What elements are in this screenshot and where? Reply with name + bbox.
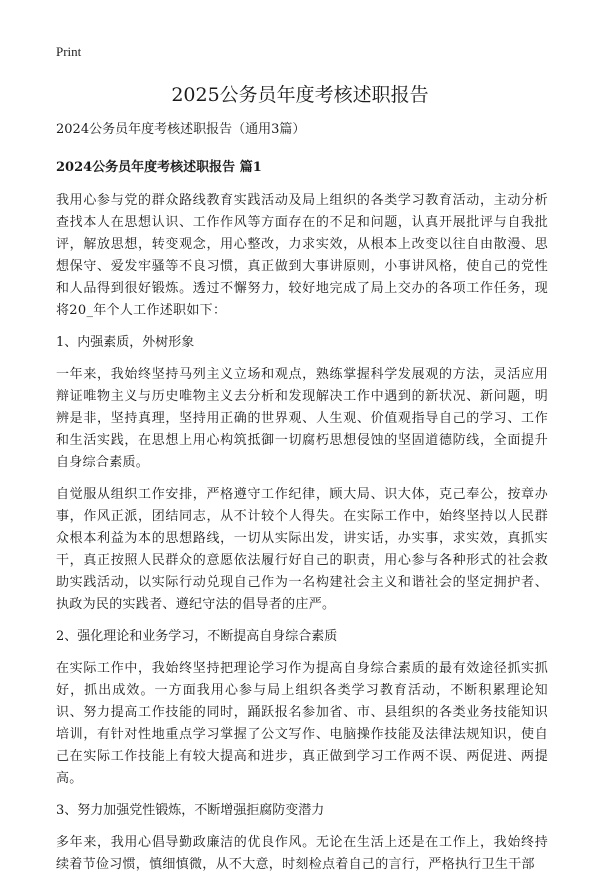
section-1-heading: 1、内强素质，外树形象 — [56, 335, 195, 350]
document-body — [56, 120, 548, 886]
section-1-paragraph-1: 一年来，我始终坚持马列主义立场和观点，熟练掌握科学发展观的方法，灵活应用辩证唯物主义与历史唯物主义去分析和发现解决工作中遇到的新状况、新问题，明辨是非，坚持真理，坚持用正确的世界观、人生观、价值观指导自己的学习、工作和生活实践，在思想上用心构筑抵御一切腐朽思想侵蚀的坚固道德防线，全面提升自身综合素质。 — [56, 367, 548, 470]
section-2-heading: 2、强化理论和业务学习，不断提高自身综合素质 — [56, 629, 338, 644]
page-title: 2025公务员年度考核述职报告 — [171, 84, 429, 106]
section-2-paragraph-1: 在实际工作中，我始终坚持把理论学习作为提高自身综合素质的最有效途径抓实抓好，抓出成效。一方面我用心参与局上组织各类学习教育活动，不断积累理论知识、努力提高工作技能的同时，踊跃报名参加省、市、县组织的各类业务技能知识培训，有针对性地重点学习掌握了公文写作、电脑操作技能及法律法规知识，使自己在实际工作技能上有较大提高和进步，真正做到学习工作两不误、两促进、两提高。 — [56, 661, 548, 786]
print-link[interactable]: Print — [56, 44, 82, 59]
section-heading: 2024公务员年度考核述职报告 篇1 — [56, 160, 262, 175]
section-3-paragraph-1: 多年来，我用心倡导勤政廉洁的优良作风。无论在生活上还是在工作上，我始终持续着节俭习惯，慎细慎微，从不大意，时刻检点着自己的言行，严格执行卫生干部 — [56, 835, 548, 872]
intro-paragraph: 我用心参与党的群众路线教育实践活动及局上组织的各类学习教育活动，主动分析查找本人在思想认识、工作作风等方面存在的不足和问题，认真开展批评与自我批评，解放思想，转变观念，用心整改，力求实效，从根本上改变以往自由散漫、思想保守、爱发牢骚等不良习惯，真正做到大事讲原则，小事讲风格，使自己的党性和人品得到很好锻炼。透过不懈努力，较好地完成了局上交办的各项工作任务，现将20_年个人工作述职如下： — [56, 193, 548, 318]
section-1-paragraph-2: 自觉服从组织工作安排，严格遵守工作纪律，顾大局、识大体，克己奉公，按章办事，作风正派，团结同志，从不计较个人得失。在实际工作中，始终坚持以人民群众根本利益为本的思想路线，一切从实际出发，讲实话，办实事，求实效，真抓实干，真正按照人民群众的意愿依法履行好自己的职责，用心参与各种形式的社会救助实践活动，以实际行动兑现自己作为一名构建社会主义和谐社会的坚定拥护者、执政为民的实践者、遵纪守法的倡导者的庄严。 — [56, 487, 548, 612]
document-subtitle: 2024公务员年度考核述职报告（通用3篇） — [56, 122, 306, 137]
section-3-heading: 3、努力加强党性锻炼，不断增强拒腐防变潜力 — [56, 803, 325, 818]
